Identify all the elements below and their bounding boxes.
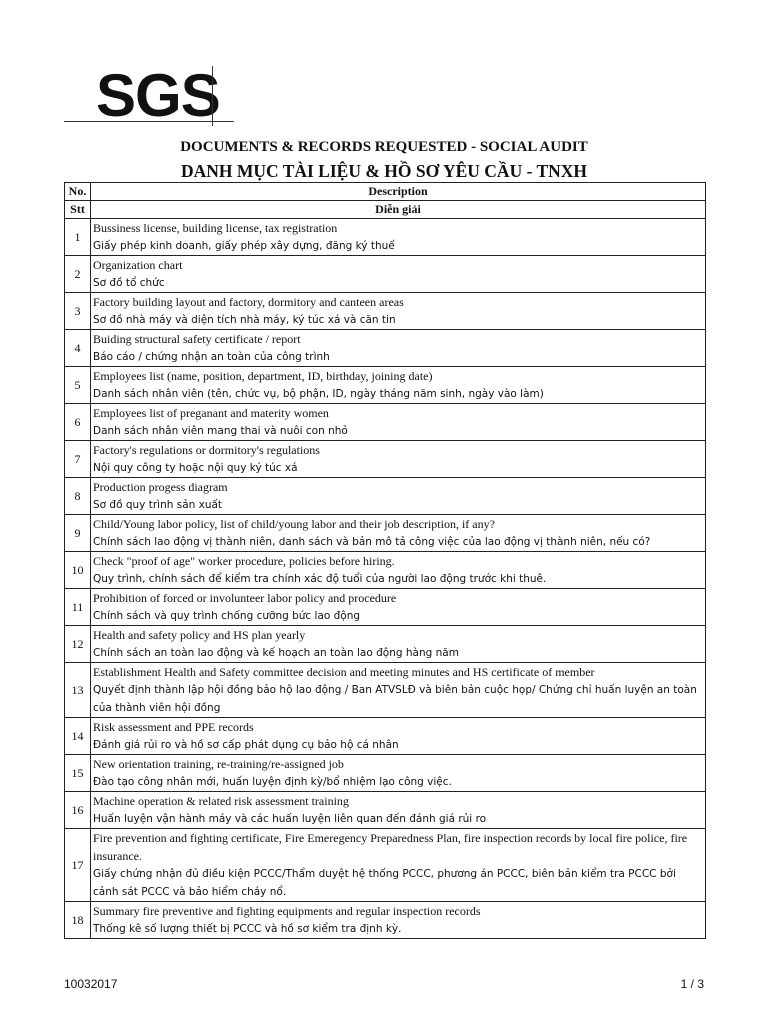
row-number: 5 [65, 367, 91, 404]
description-english: Machine operation & related risk assessment training [93, 794, 349, 808]
row-description [91, 367, 706, 404]
table-row [65, 755, 706, 792]
row-number: 11 [65, 589, 91, 626]
table-row [65, 219, 706, 256]
table-row [65, 256, 706, 293]
description-english: Bussiness license, building license, tax registration [93, 221, 338, 235]
sgs-logo: SGS [96, 62, 220, 129]
description-vietnamese: Đào tạo công nhân mới, huấn luyện định kỳ/bổ nhiệm lạo công việc. [93, 776, 452, 788]
document-code: 10032017 [64, 977, 118, 991]
row-description [91, 829, 706, 902]
description-vietnamese: Chính sách lao động vị thành niên, danh sách và bản mô tả công việc của lao động vị thành niên, nếu có? [93, 536, 651, 548]
row-number: 2 [65, 256, 91, 293]
row-number: 4 [65, 330, 91, 367]
column-no-en: No. [65, 183, 91, 201]
row-description [91, 792, 706, 829]
row-number: 1 [65, 219, 91, 256]
description-vietnamese: Chính sách và quy trình chống cưỡng bức lao động [93, 610, 361, 622]
description-english: Establishment Health and Safety committee decision and meeting minutes and HS certificate of member [93, 665, 595, 679]
table-row [65, 293, 706, 330]
row-description [91, 663, 706, 718]
table-row [65, 663, 706, 718]
row-description [91, 256, 706, 293]
description-english: Child/Young labor policy, list of child/young labor and their job description, if any? [93, 517, 495, 531]
table-row [65, 552, 706, 589]
description-vietnamese: Quyết định thành lập hội đồng bảo hộ lao động / Ban ATVSLĐ và biên bản cuộc họp/ Chứng chỉ huấn luyện an toàn của thành viên hội đồng [93, 684, 697, 714]
table-row [65, 330, 706, 367]
description-vietnamese: Sơ đồ quy trình sản xuất [93, 499, 223, 511]
description-vietnamese: Quy trình, chính sách để kiểm tra chính xác độ tuổi của người lao động trước khi thuê. [93, 573, 547, 585]
row-description [91, 293, 706, 330]
row-description [91, 755, 706, 792]
row-number: 8 [65, 478, 91, 515]
documents-table [64, 182, 706, 939]
title-english: DOCUMENTS & RECORDS REQUESTED - SOCIAL AUDIT [180, 139, 588, 155]
row-description [91, 441, 706, 478]
row-description [91, 589, 706, 626]
row-number: 10 [65, 552, 91, 589]
row-number: 13 [65, 663, 91, 718]
table-row [65, 589, 706, 626]
row-description [91, 626, 706, 663]
description-vietnamese: Báo cáo / chứng nhận an toàn của công trình [93, 351, 330, 363]
description-vietnamese: Thống kê số lượng thiết bị PCCC và hồ sơ kiểm tra định kỳ. [93, 923, 402, 935]
description-vietnamese: Đánh giá rủi ro và hồ sơ cấp phát dụng cụ bảo hộ cá nhân [93, 739, 399, 751]
row-number: 14 [65, 718, 91, 755]
row-description [91, 552, 706, 589]
description-vietnamese: Danh sách nhân viên (tên, chức vụ, bộ phận, ID, ngày tháng năm sinh, ngày vào làm) [93, 388, 544, 400]
column-description-vn: Diễn giải [91, 201, 706, 219]
row-number: 6 [65, 404, 91, 441]
description-english: Health and safety policy and HS plan yearly [93, 628, 306, 642]
description-english: Check "proof of age" worker procedure, policies before hiring. [93, 554, 395, 568]
table-header-vn [65, 201, 706, 219]
description-english: Buiding structural safety certificate / report [93, 332, 301, 346]
row-description [91, 515, 706, 552]
description-english: Factory's regulations or dormitory's regulations [93, 443, 320, 457]
description-vietnamese: Nội quy công ty hoặc nội quy ký túc xá [93, 462, 298, 474]
table-row [65, 478, 706, 515]
row-description [91, 330, 706, 367]
row-number: 18 [65, 902, 91, 939]
logo-horizontal-rule [64, 121, 234, 122]
row-number: 7 [65, 441, 91, 478]
description-english: Factory building layout and factory, dormitory and canteen areas [93, 295, 404, 309]
description-vietnamese: Giấy phép kinh doanh, giấy phép xây dựng, đăng ký thuế [93, 240, 395, 252]
table-row [65, 367, 706, 404]
description-vietnamese: Huấn luyện vận hành máy và các huấn luyện liên quan đến đánh giá rủi ro [93, 813, 487, 825]
description-vietnamese: Danh sách nhân viên mang thai và nuôi con nhỏ [93, 425, 348, 437]
row-number: 12 [65, 626, 91, 663]
description-english: Organization chart [93, 258, 183, 272]
description-english: Summary fire preventive and fighting equipments and regular inspection records [93, 904, 481, 918]
row-description [91, 404, 706, 441]
column-no-vn: Stt [65, 201, 91, 219]
table-row [65, 902, 706, 939]
description-vietnamese: Giấy chứng nhận đủ điều kiện PCCC/Thẩm duyệt hệ thống PCCC, phương án PCCC, biên bản kiểm tra PCCC bởi cảnh sát PCCC và bảo hiểm cháy nổ. [93, 868, 676, 898]
description-english: Employees list (name, position, department, ID, birthday, joining date) [93, 369, 433, 383]
description-vietnamese: Chính sách an toàn lao động và kế hoạch an toàn lao động hàng năm [93, 647, 459, 659]
description-english: Risk assessment and PPE records [93, 720, 254, 734]
table-row [65, 718, 706, 755]
row-number: 9 [65, 515, 91, 552]
row-number: 3 [65, 293, 91, 330]
page-number: 1 / 3 [680, 977, 704, 991]
table-row [65, 829, 706, 902]
row-description [91, 478, 706, 515]
description-english: Fire prevention and fighting certificate, Fire Emeregency Preparedness Plan, fire inspection records by local fire police, fire insurance. [93, 831, 688, 863]
table-row [65, 404, 706, 441]
row-number: 15 [65, 755, 91, 792]
table-row [65, 792, 706, 829]
description-english: Employees list of preganant and materity women [93, 406, 329, 420]
table-row [65, 626, 706, 663]
table-row [65, 441, 706, 478]
row-number: 16 [65, 792, 91, 829]
column-description-en: Description [91, 183, 706, 201]
table-header-en [65, 183, 706, 201]
row-description [91, 902, 706, 939]
table-row [65, 515, 706, 552]
row-description [91, 718, 706, 755]
description-english: New orientation training, re-training/re-assigned job [93, 757, 344, 771]
description-vietnamese: Sơ đồ nhà máy và diện tích nhà máy, ký túc xá và căn tin [93, 314, 396, 326]
row-number: 17 [65, 829, 91, 902]
logo-vertical-rule [212, 66, 213, 126]
row-description [91, 219, 706, 256]
description-english: Prohibition of forced or involunteer labor policy and procedure [93, 591, 397, 605]
title-vietnamese: DANH MỤC TÀI LIỆU & HỒ SƠ YÊU CẦU - TNXH [180, 161, 588, 181]
description-english: Production progess diagram [93, 480, 228, 494]
description-vietnamese: Sơ đồ tổ chức [93, 277, 165, 289]
